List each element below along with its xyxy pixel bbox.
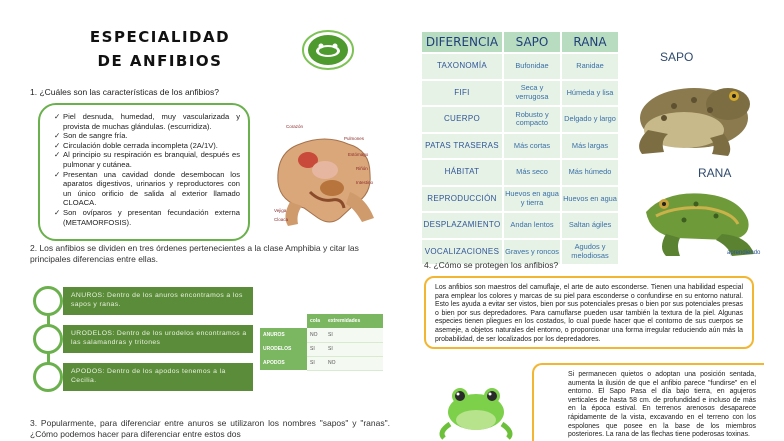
table-row	[260, 328, 383, 342]
table-cell: SI	[325, 342, 383, 356]
table-cell: Más largas	[562, 134, 618, 159]
anatomy-label: Intestino	[356, 180, 374, 185]
frog-label: RANA	[698, 166, 732, 180]
table-cell: SI	[307, 356, 325, 370]
row-label: VOCALIZACIONES	[422, 240, 502, 265]
table-cell: Ranidae	[562, 54, 618, 79]
characteristic-item: ✓ Presentan una cavidad donde desembocan los aparatos digestivos, urinarios y reproductores con un único orificio de salida al exterior llamado CLOACA.	[54, 170, 240, 208]
camouflage-text-box: Los anfibios son maestros del camuflaje, el arte de auto esconderse. Tienen una habilidad especial para emplear los colores y marcas de su piel para esconderse o confundirse en su entorno natural. Esto les ayuda a evitar ser vistos, bien por sus potenciales presas o bien por sus potenciales presas o bien por sus depredadores. Para camuflarse pueden usar también la textura de la piel. Algunas especies tienen pliegues en los costados, lo cual puede hacer que el contorno de sus cuerpos se asemeje, a objetos naturales del entorno, o proporcionar una forma irregular reduciendo aún más la probabilidad, de ser localizados por los depredadores.	[424, 276, 754, 349]
table-row	[260, 356, 383, 370]
table-cell: Más cortas	[504, 134, 560, 159]
timeline-node	[33, 324, 63, 354]
timeline-node	[33, 362, 63, 392]
table-cell: Más seco	[504, 160, 560, 185]
row-label: TAXONOMÍA	[422, 54, 502, 79]
table-row	[260, 342, 383, 356]
toad-photo	[624, 70, 758, 158]
characteristics-box	[38, 103, 250, 241]
anatomy-label: Corazón	[286, 124, 304, 129]
table-row	[422, 81, 618, 106]
table-cell: Bufonidae	[504, 54, 560, 79]
frog-badge-icon	[302, 30, 354, 70]
anatomy-label: Pulmones	[344, 136, 365, 141]
column-header: cola	[307, 314, 325, 328]
table-cell: Huevos en agua	[562, 187, 618, 212]
row-header: ANUROS	[260, 328, 307, 342]
table-row	[422, 160, 618, 185]
row-label: FIFI	[422, 81, 502, 106]
characteristic-item: ✓ Al principio su respiración es branquial, después es pulmonar y cutánea.	[54, 150, 240, 169]
table-cell: Saltan ágiles	[562, 213, 618, 238]
row-header: URODELOS	[260, 342, 307, 356]
table-cell: NO	[307, 328, 325, 342]
row-label: HÁBITAT	[422, 160, 502, 185]
page-title-line-2: DE ANFIBIOS	[97, 52, 223, 70]
table-cell: Agudos y melodiosas	[562, 240, 618, 265]
question-4: 4. ¿Cómo se protegen los anfibios?	[424, 260, 559, 270]
anatomy-label: Vejiga	[274, 208, 287, 213]
order-urodelos: URODELOS: Dentro de los urodelos encontramos a las salamandras y tritones	[63, 325, 253, 353]
row-label: DESPLAZAMIENTO	[422, 213, 502, 238]
row-label: REPRODUCCIÓN	[422, 187, 502, 212]
frog-anatomy-illustration	[270, 122, 388, 232]
column-header: SAPO	[504, 32, 560, 52]
burrowing-text-box: Si permanecen quietos o adoptan una posición sentada, aumenta la ilusión de que el anfibio parece "fundirse" en el entorno. El Sapo Pasa el día bajo tierra, en agujeros verticales de hasta 58 cm. de profundidad e incluso de más en la época estival. En terrenos arenosos desaparece rápidamente de la vista, excavando en el terreno con los espolones que posee en la base de los miembros posteriores. La rana de las flechas tiene poderosas toxinas.	[532, 363, 764, 441]
column-header: RANA	[562, 32, 618, 52]
table-cell: Robusto y compacto	[504, 107, 560, 132]
question-1: 1. ¿Cuáles son las características de los anfibios?	[30, 87, 219, 97]
frog-photo	[636, 176, 760, 260]
toad-label: SAPO	[660, 50, 694, 64]
row-header: APODOS	[260, 356, 307, 370]
anatomy-label: Riñón	[356, 166, 368, 171]
table-cell: Seca y verrugosa	[504, 81, 560, 106]
anatomy-label: Estómago	[348, 152, 369, 157]
table-cell: SI	[325, 328, 383, 342]
order-anuros: ANUROS: Dentro de los anuros encontramos a los sapos y ranas.	[63, 287, 253, 315]
table-cell: Delgado y largo	[562, 107, 618, 132]
characteristic-item: ✓ Circulación doble cerrada incompleta (2A/1V).	[54, 141, 240, 151]
column-header: DIFERENCIA	[422, 32, 502, 52]
order-apodos: APODOS: Dentro de los apodos tenemos a la Cecilia.	[63, 363, 253, 391]
page-title-line-1: ESPECIALIDAD	[89, 28, 231, 46]
table-cell: Graves y roncos	[504, 240, 560, 265]
column-header: extremidades	[325, 314, 383, 328]
question-2: 2. Los anfibios se dividen en tres órdenes pertenecientes a la clase Amphibia y citar las principales diferencias entre ellas.	[30, 243, 359, 264]
table-row	[422, 213, 618, 238]
table-cell: Andan lentos	[504, 213, 560, 238]
characteristic-item: ✓ Piel desnuda, humedad, muy vascularizada y provista de muchas glándulas. (escurridiza).	[54, 112, 240, 131]
anatomy-label: Cloaca	[274, 217, 289, 222]
row-label: CUERPO	[422, 107, 502, 132]
table-row	[422, 107, 618, 132]
table-corner	[260, 314, 307, 328]
table-cell: Huevos en agua y tierra	[504, 187, 560, 212]
table-row	[422, 187, 618, 212]
table-cell: Más húmedo	[562, 160, 618, 185]
characteristic-item: ✓ Son de sangre fría.	[54, 131, 240, 141]
logo-text: aprendiendo	[727, 250, 761, 256]
timeline-node	[33, 286, 63, 316]
row-label: PATAS TRASERAS	[422, 134, 502, 159]
table-cell: SI	[307, 342, 325, 356]
question-3: 3. Popularmente, para diferenciar entre anuros se utilizaron los nombres "sapos" y "ranas". ¿Cómo podemos hacer para diferenciar entre estos dos	[30, 418, 390, 439]
toad-frog-differences-table	[420, 30, 620, 266]
tree-frog-photo	[430, 378, 522, 441]
orders-comparison-table	[260, 314, 383, 371]
characteristic-item: ✓ Son ovíparos y presentan fecundación externa (METAMORFOSIS).	[54, 208, 240, 227]
table-cell: NO	[325, 356, 383, 370]
table-cell: Húmeda y lisa	[562, 81, 618, 106]
table-row	[422, 134, 618, 159]
table-row	[422, 54, 618, 79]
